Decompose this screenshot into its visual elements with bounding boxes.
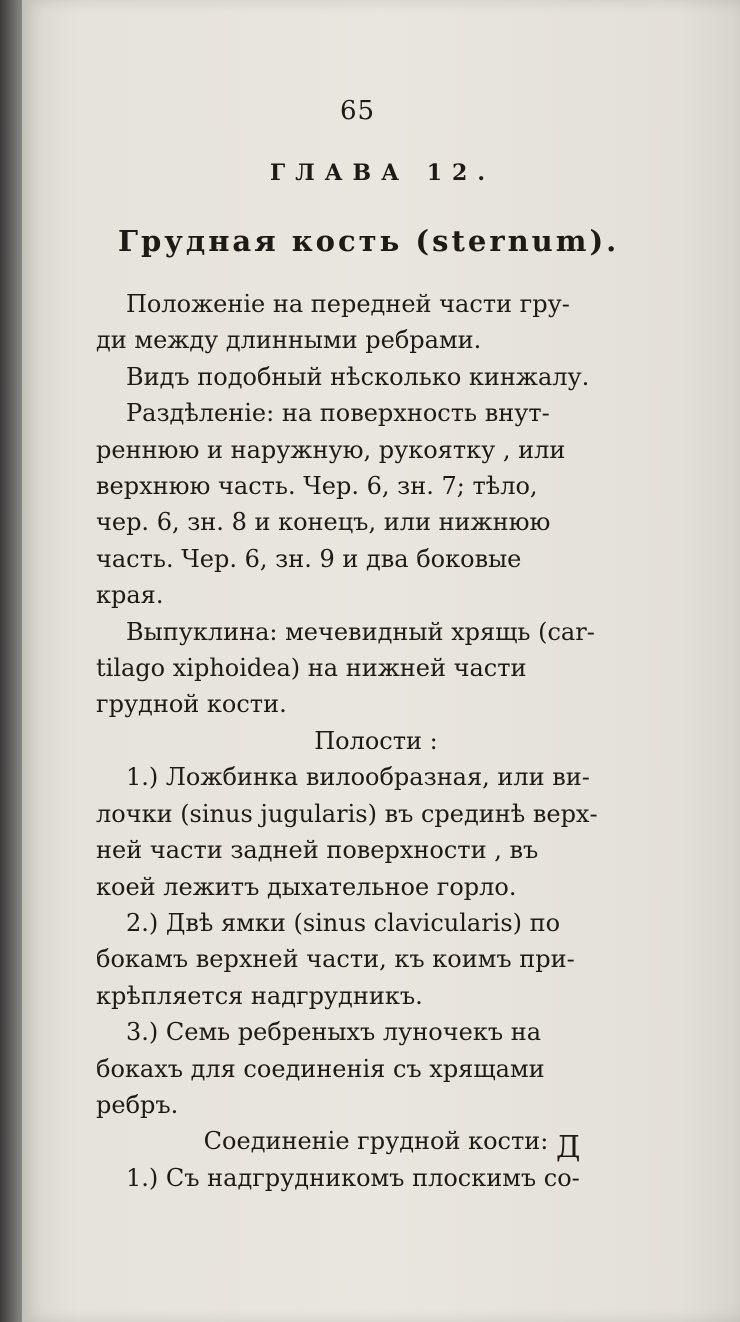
text-line: 2.) Двѣ ямки (sinus clavicularis) по xyxy=(126,908,561,937)
text-line: Раздѣленіе: на поверхность внут- xyxy=(126,399,550,428)
section-title: Грудная кость (sternum). xyxy=(118,224,620,258)
chapter-heading: ГЛАВА 12. xyxy=(270,160,496,186)
book-page xyxy=(22,0,740,1322)
text-line: Соединеніе грудной кости: xyxy=(203,1127,549,1156)
page-number: 65 xyxy=(340,96,376,126)
book-gutter xyxy=(0,0,22,1322)
text-line: грудной кости. xyxy=(96,690,287,719)
text-line: 3.) Семь ребреныхъ луночекъ на xyxy=(126,1018,542,1047)
text-line: ди между длинными ребрами. xyxy=(96,326,482,355)
text-line: реннюю и наружную, рукоятку , или xyxy=(96,435,566,464)
text-line: коей лежитъ дыхательное горло. xyxy=(96,872,517,901)
text-line: бокахъ для соединенія съ хрящами xyxy=(96,1054,545,1083)
text-line: края. xyxy=(96,581,164,610)
text-line: чер. 6, зн. 8 и конецъ, или нижнюю xyxy=(96,508,551,537)
text-line: бокамъ верхней части, къ коимъ при- xyxy=(96,945,575,974)
text-line: tilago xiphoidea) на нижней части xyxy=(96,654,527,683)
catchword: Д xyxy=(556,1130,581,1165)
text-line: ребръ. xyxy=(96,1090,179,1119)
text-line: крѣпляется надгрудникъ. xyxy=(96,981,423,1010)
body-text xyxy=(96,286,656,1196)
text-line: Положеніе на передней части гру- xyxy=(126,290,570,318)
text-line: ней части задней поверхности , въ xyxy=(96,836,539,865)
text-line: Выпуклина: мечевидный хрящь (car- xyxy=(126,617,595,646)
text-line: Полости : xyxy=(314,726,438,755)
text-line: часть. Чер. 6, зн. 9 и два боковые xyxy=(96,544,522,573)
text-line: верхнюю часть. Чер. 6, зн. 7; тѣло, xyxy=(96,472,538,501)
text-line: Видъ подобный нѣсколько кинжалу. xyxy=(126,362,590,391)
text-line: лочки (sinus jugularis) въ срединѣ верх- xyxy=(96,799,598,828)
text-line: 1.) Съ надгрудникомъ плоскимъ со- xyxy=(126,1163,580,1192)
text-line: 1.) Ложбинка вилообразная, или ви- xyxy=(126,763,590,792)
